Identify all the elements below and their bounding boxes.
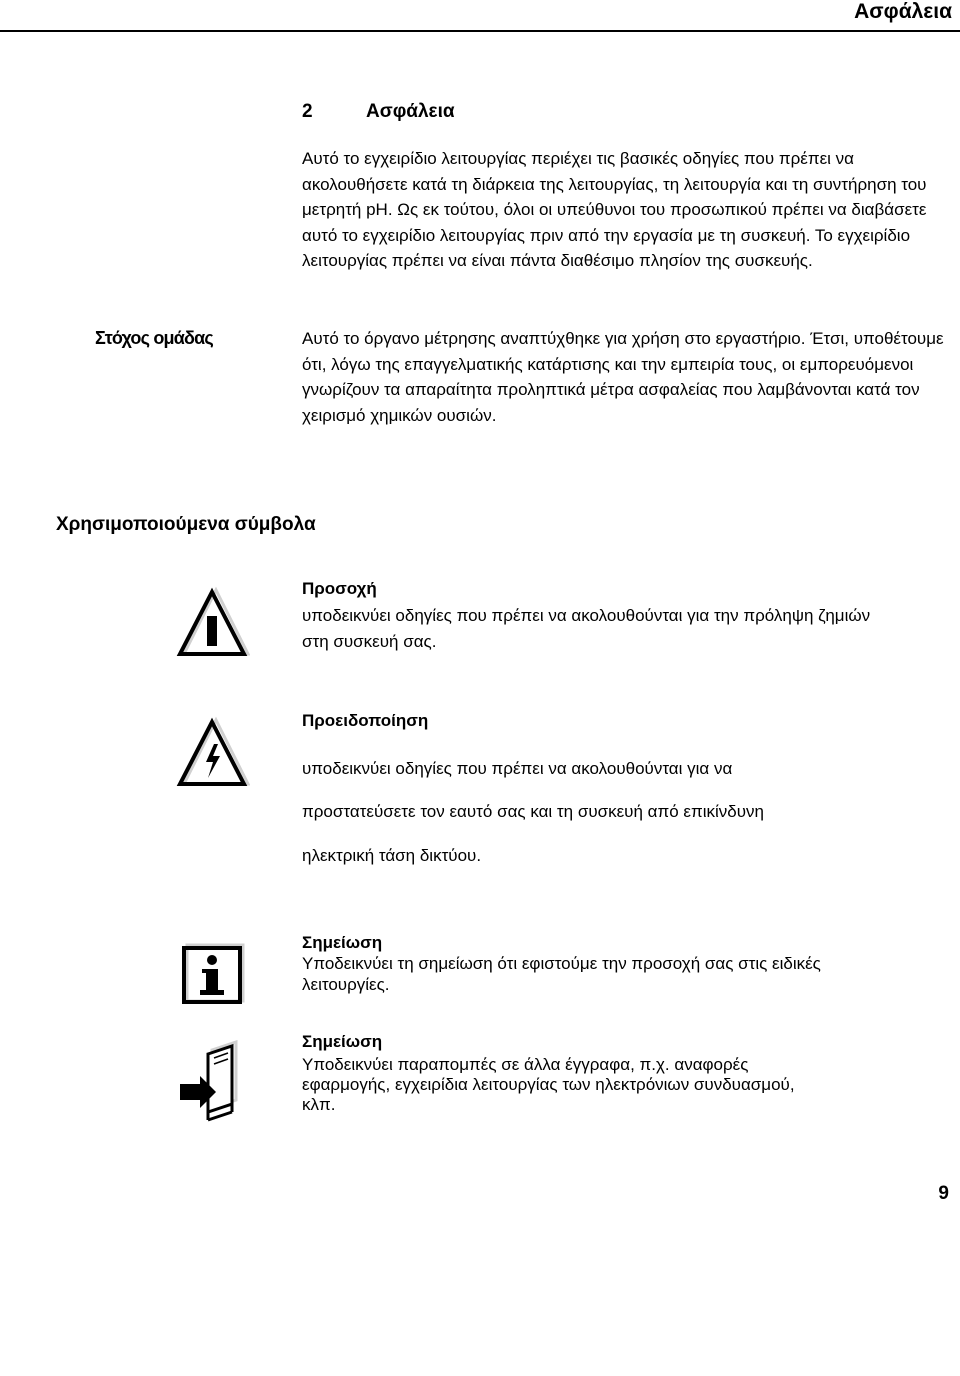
note-ref-title: Σημείωση <box>302 1032 383 1051</box>
header-rule <box>0 30 960 32</box>
section-intro-paragraph: Αυτό το εγχειρίδιο λειτουργίας περιέχει τις βασικές οδηγίες που πρέπει να ακολουθήσετε κατά τη διάρκεια της λειτουργίας, τη λειτουργία και τη συντήρηση του μετρητή pH. Ως εκ τούτου, όλοι οι υπεύθυνοι του προσωπικού πρέπει να διαβάσετε αυτό το εγχειρίδιο λειτουργίας πριν από την εργασία με τη συσκευή. Το εγχειρίδιο λειτουργίας πρέπει να είναι πάντα διαθέσιμο πλησίον της συσκευής. <box>302 149 927 271</box>
note-info-line-1: Υποδεικνύει τη σημείωση ότι εφιστούμε την προσοχή σας στις ειδικές <box>302 954 821 973</box>
target-group-label: Στόχος ομάδας <box>95 328 213 348</box>
caution-text: υποδεικνύει οδηγίες που πρέπει να ακολουθούνται για την πρόληψη ζημιών στη συσκευή σας. <box>302 606 871 651</box>
warning-line-2: προστατεύσετε τον εαυτό σας και τη συσκευή από επικίνδυνη <box>302 802 764 821</box>
note-ref-line-3: κλπ. <box>302 1095 336 1114</box>
warning-title: Προειδοποίηση <box>302 711 429 730</box>
target-group-paragraph: Αυτό το όργανο μέτρησης αναπτύχθηκε για χρήση στο εργαστήριο. Έτσι, υποθέτουμε ότι, λόγω της επαγγελματικής κατάρτισης και την εμπειρία τους, οι εμπορευόμενοι γνωρίζουν τα απαραίτητα προληπτικά μέτρα ασφαλείας που λαμβάνονται κατά τον χειρισμό χημικών ουσιών. <box>302 329 944 425</box>
info-icon <box>180 940 246 1006</box>
symbols-heading: Χρησιμοποιούμενα σύμβολα <box>56 514 316 535</box>
note-ref-line-2: εφαρμογής, εγχειρίδια λειτουργίας των ηλεκτρόνιων συνδυασμού, <box>302 1075 795 1094</box>
note-info-line-2: λειτουργίες. <box>302 975 390 994</box>
electric-hazard-icon <box>176 716 250 788</box>
note-ref-line-1: Υποδεικνύει παραπομπές σε άλλα έγγραφα, π.χ. αναφορές <box>302 1055 749 1074</box>
section-title: Ασφάλεια <box>366 101 455 122</box>
note-info-title: Σημείωση <box>302 933 383 952</box>
book-reference-icon <box>178 1040 254 1124</box>
section-number: 2 <box>302 101 313 122</box>
page-number: 9 <box>938 1183 949 1204</box>
caution-triangle-icon <box>176 586 250 658</box>
running-header-title: Ασφάλεια <box>854 0 952 23</box>
warning-line-3: ηλεκτρική τάση δικτύου. <box>302 846 482 865</box>
warning-line-1: υποδεικνύει οδηγίες που πρέπει να ακολουθούνται για να <box>302 759 733 778</box>
caution-title: Προσοχή <box>302 579 377 598</box>
